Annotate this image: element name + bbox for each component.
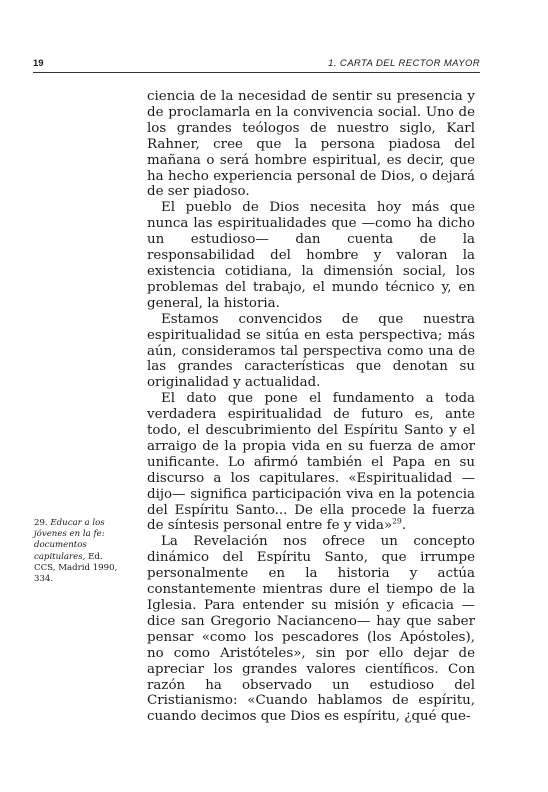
footnote-29 xyxy=(34,518,124,585)
footnote-number: 29. xyxy=(34,518,48,528)
page-number: 19 xyxy=(33,58,44,69)
paragraph-2: El pueblo de Dios necesita hoy más que nunca las espiritualidades que —como ha dicho un estudioso— dan cuenta de la responsabilidad del hombre y valoran la existencia cotidiana, la dimensión social, los problemas del trabajo, el mundo técnico y, en general, la historia. xyxy=(147,200,475,311)
page-header xyxy=(33,56,480,73)
paragraph-4-text: El dato que pone el fundamento a toda verdadera espiritualidad de futuro es, ante todo, el descubrimiento del Espíritu Santo y el arraigo de la propia vida en su fuerza de amor unificante. Lo afirmó también el Papa en su discurso a los capitulares. «Espiritualidad —dijo— significa participación viva en la potencia del Espíritu Santo... De ella procede la fuerza de síntesis personal entre fe y vida» xyxy=(147,391,475,534)
main-text xyxy=(147,89,475,725)
footnote-publication: Ed. CCS, Madrid 1990, 334. xyxy=(34,551,118,585)
paragraph-1: ciencia de la necesidad de sentir su presencia y de proclamarla en la convivencia social. Uno de los grandes teólogos de nuestro siglo, Karl Rahner, cree que la persona piadosa del mañana o será hombre espiritual, es decir, que ha hecho experiencia personal de Dios, o dejará de ser piadoso. xyxy=(147,89,475,200)
paragraph-3: Estamos convencidos de que nuestra espiritualidad se sitúa en esta perspectiva; más aún, consideramos tal perspectiva como una de las grandes características que denotan su originalidad y actualidad. xyxy=(147,311,475,391)
footnote-title: Educar a los jóvenes en la fe: documentos capitulares, xyxy=(34,518,105,562)
paragraph-5: La Revelación nos ofrece un concepto dinámico del Espíritu Santo, que irrumpe personalmente en la historia y actúa constantemente mientras dure el tiempo de la Iglesia. Para entender su misión y eficacia —dice san Gregorio Nacianceno— hay que saber pensar «como los pescadores (los Apóstoles), no como Aristóteles», sin por ello dejar de apreciar los grandes valores científicos. Con razón ha observado un estudioso del Cristianismo: «Cuando hablamos de espíritu, cuando decimos que Dios es espíritu, ¿qué que- xyxy=(147,534,475,725)
footnote-reference-29: 29 xyxy=(392,517,402,526)
paragraph-4 xyxy=(147,391,475,534)
running-head: 1. CARTA DEL RECTOR MAYOR xyxy=(328,58,480,69)
paragraph-4-end: . xyxy=(401,518,406,534)
